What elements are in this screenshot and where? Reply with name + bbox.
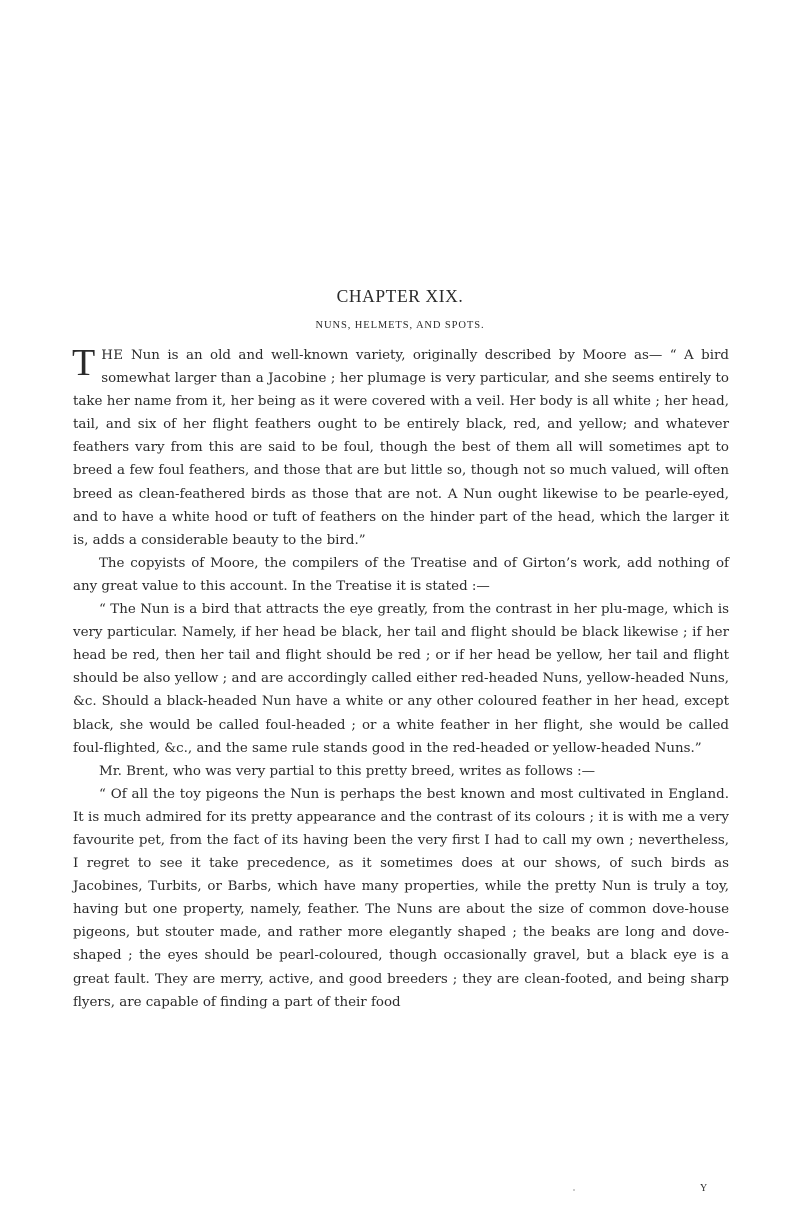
signature-mark: Y	[700, 1183, 708, 1194]
paragraph-2: The copyists of Moore, the compilers of the Treatise and of Girton’s work, add nothing of any great value to this account. In the Treatise it is stated :—	[73, 555, 729, 594]
section-title: NUNS, HELMETS, AND SPOTS.	[315, 320, 485, 331]
chapter-title: CHAPTER XIX.	[336, 286, 464, 306]
drop-cap: T	[72, 342, 96, 384]
paragraph-4: Mr. Brent, who was very partial to this pretty breed, writes as follows :—	[99, 763, 596, 779]
paragraph-1	[73, 344, 729, 552]
paragraph-5: “ Of all the toy pigeons the Nun is perhaps the best known and most cultivated in England. It is much admired for its pretty appearance and the contrast of its colours ; it is with me a very favourite pet, from the fact of its having been the very first I had to call my own ; nevertheless, I regret to see it take precedence, as it sometimes does at our shows, of such birds as Jacobines, Turbits, or Barbs, which have many properties, while the pretty Nun is truly a toy, having but one property, namely, feather. The Nuns are about the size of common dove-house pigeons, but stouter made, and rather more elegantly shaped ; the beaks are long and dove-shaped ; the eyes should be pearl-coloured, though occasionally gravel, but a black eye is a great fault. They are merry, active, and good breeders ; they are clean-footed, and being sharp flyers, are capable of finding a part of their food	[73, 786, 729, 1010]
body-text	[73, 344, 729, 1014]
paragraph-1-text: Nun is an old and well-known variety, originally described by Moore as— “ A bird somewhat larger than a Jacobine ; her plumage is very particular, and she seems entirely to take her name from it, her being as it were covered with a veil. Her body is all white ; her head, tail, and six of her flight feathers ought to be entirely black, red, and yellow; and whatever feathers vary from this are said to be foul, though the best of them all will sometimes apt to breed a few foul feathers, and those that are but little so, though not so much valued, will often breed as clean-feathered birds as those that are not. A Nun ought likewise to be pearle-eyed, and to have a white hood or tuft of feathers on the hinder part of the head, which the larger it is, adds a considerable beauty to the bird.”	[73, 348, 729, 548]
small-caps-word: HE	[101, 348, 124, 363]
paragraph-3: “ The Nun is a bird that attracts the eye greatly, from the contrast in her plu-mage, which is very particular. Namely, if her head be black, her tail and flight should be black likewise ; if her head be red, then her tail and flight should be red ; or if her head be yellow, her tail and flight should be also yellow ; and are accordingly called either red-headed Nuns, yellow-headed Nuns, &c. Should a black-headed Nun have a white or any other coloured feather in her head, except black, she would be called foul-headed ; or a white feather in her flight, she would be called foul-flighted, &c., and the same rule stands good in the red-headed or yellow-headed Nuns.”	[73, 602, 729, 756]
ink-speck	[573, 1189, 575, 1191]
